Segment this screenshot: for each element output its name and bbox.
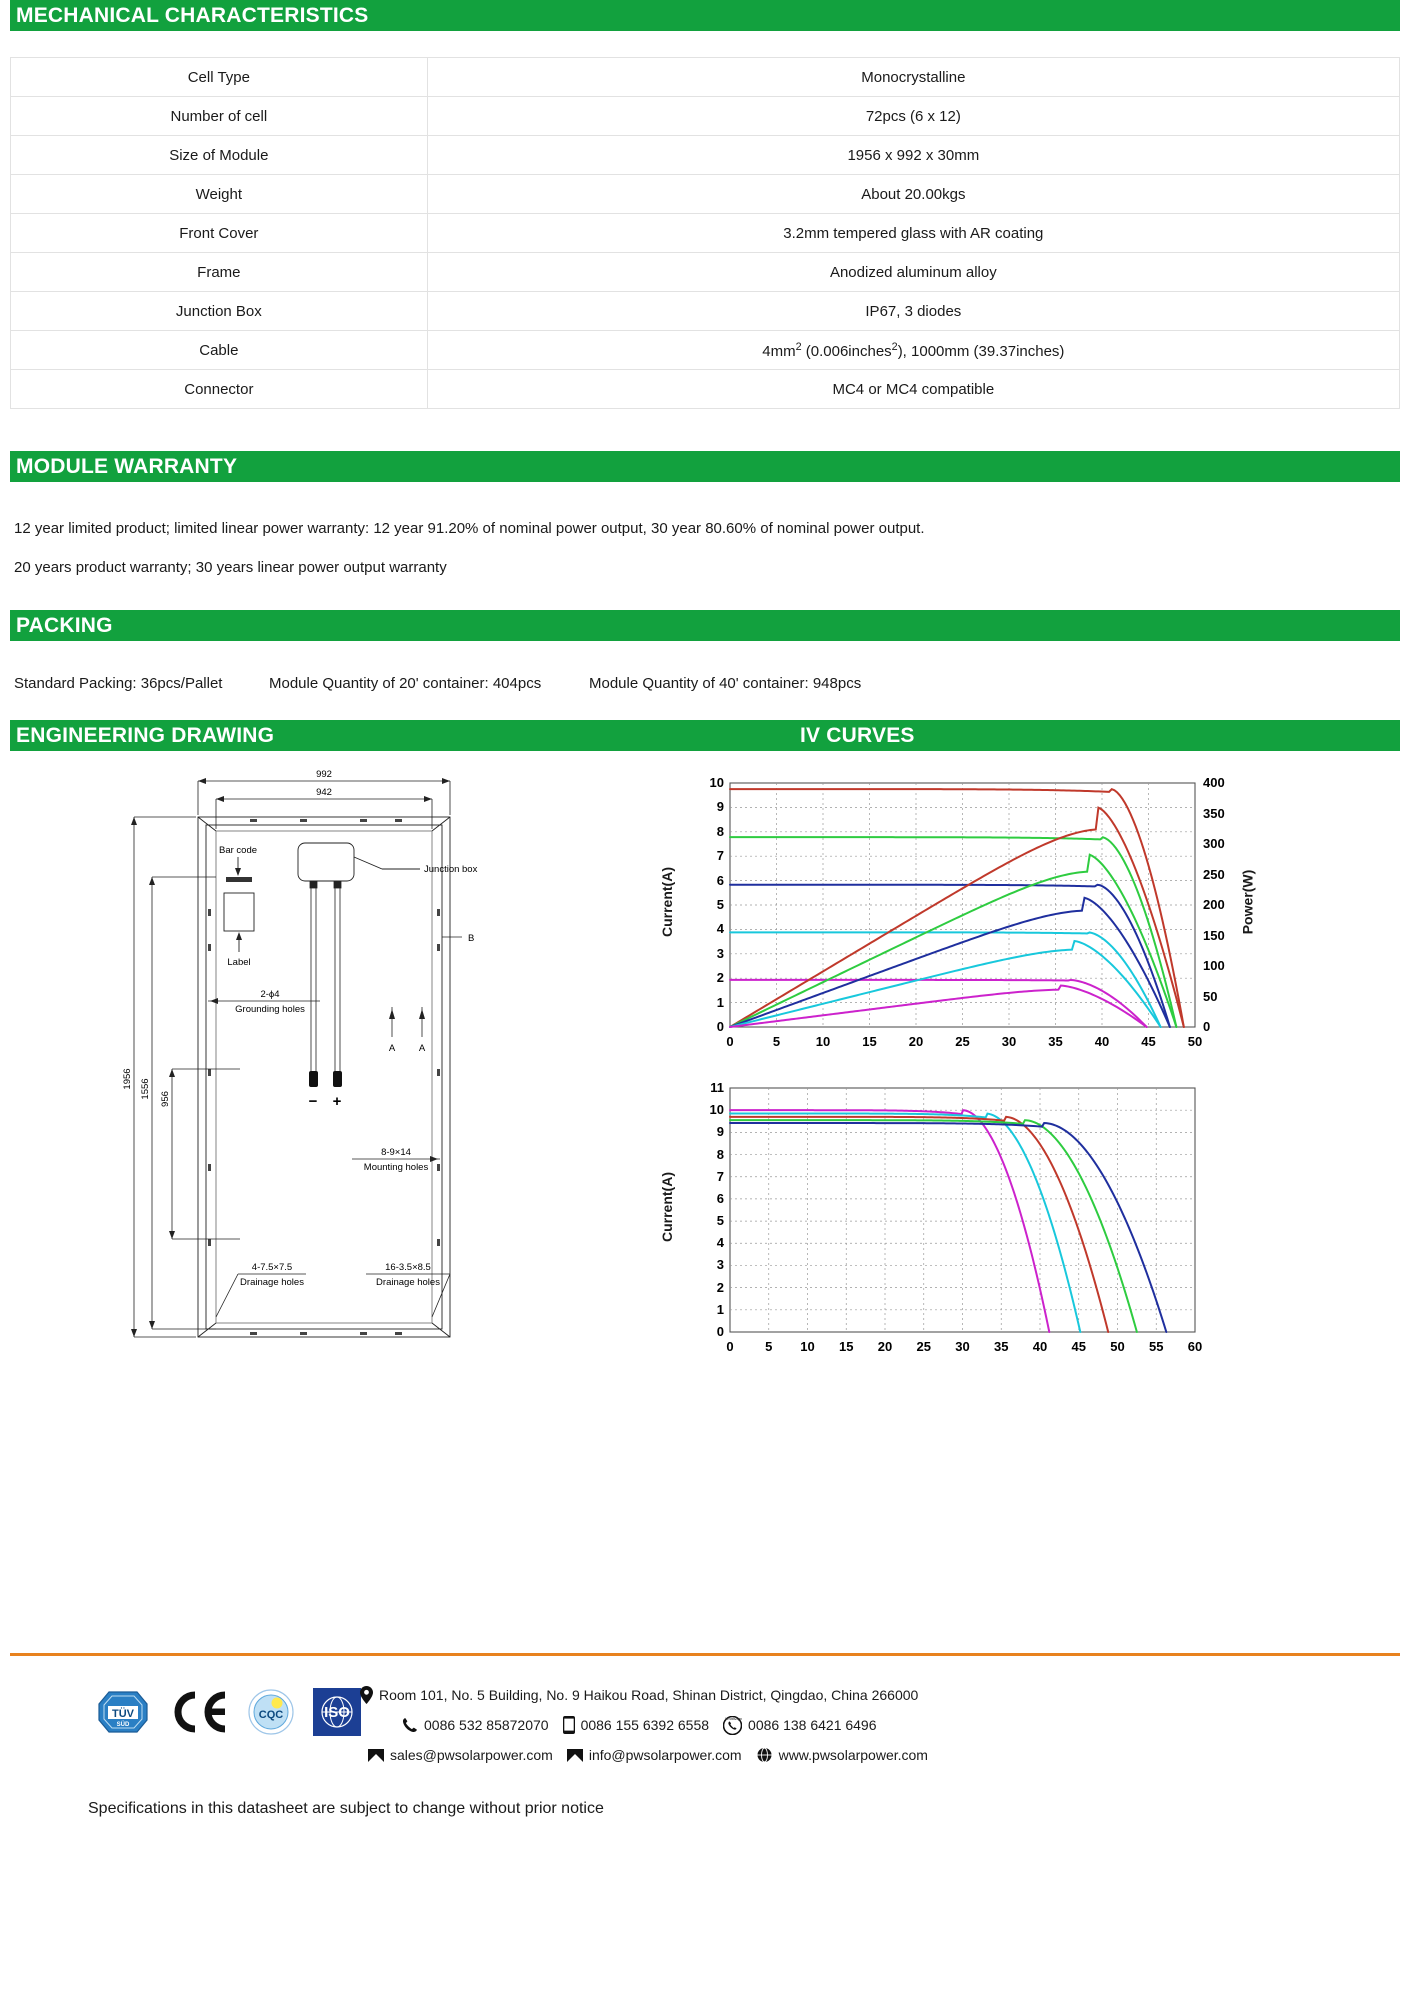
- email1-text: sales@pwsolarpower.com: [390, 1747, 553, 1763]
- mechanical-row-value: MC4 or MC4 compatible: [427, 370, 1399, 409]
- chart1-ytick: 5: [716, 897, 724, 912]
- table-row: [11, 97, 1400, 136]
- whatsapp-icon: [723, 1716, 742, 1735]
- dim-width-outer: 992: [316, 769, 332, 780]
- chart1-y2tick: 50: [1203, 988, 1218, 1004]
- whatsapp-item: [723, 1710, 876, 1740]
- mechanical-row-value: $4mm^2$ (0.006inches$^2$), 1000mm (39.37inches): [427, 331, 1399, 370]
- chart2-xtick: 20: [877, 1339, 893, 1354]
- chart1-ytick: 6: [716, 872, 724, 888]
- mechanical-row-value: About 20.00kgs: [427, 175, 1399, 214]
- label-mounting-holes: Mounting holes: [363, 1162, 429, 1173]
- label-mounting-spec: 8-9×14: [381, 1147, 411, 1158]
- chart1-xtick: 25: [955, 1034, 970, 1049]
- label-label: Label: [227, 957, 251, 968]
- label-junction-box: Junction box: [424, 864, 478, 875]
- iv-curves-charts: [659, 769, 1270, 1359]
- chart1-y2tick: 0: [1203, 1019, 1211, 1034]
- globe-icon: [756, 1747, 773, 1763]
- section-marker-a1: A: [388, 1043, 396, 1054]
- mechanical-row-key: Cable: [11, 331, 428, 370]
- email-icon: [368, 1749, 384, 1762]
- chart1-xtick: 30: [1001, 1034, 1017, 1049]
- chart1-y2tick: 300: [1203, 836, 1225, 851]
- website-text: www.pwsolarpower.com: [778, 1747, 928, 1763]
- chart1-ytick: 2: [716, 970, 724, 986]
- chart1-xtick: 45: [1141, 1034, 1156, 1049]
- warranty-line-1: 12 year limited product; limited linear power warranty: 12 year 91.20% of nominal power output, 30 year 80.60% of nominal power output.: [14, 520, 925, 537]
- table-row: [11, 58, 1400, 97]
- mechanical-row-value: Monocrystalline: [427, 58, 1399, 97]
- chart1-y2tick: 350: [1203, 805, 1225, 821]
- engineering-drawing-svg: [120, 769, 570, 1359]
- packing-container-40: Module Quantity of 40' container: 948pcs: [589, 675, 862, 692]
- chart1-xtick: 10: [815, 1034, 831, 1049]
- chart2-xtick: 25: [916, 1339, 931, 1354]
- chart1-ytick: 10: [709, 775, 724, 790]
- section-header-warranty: [10, 451, 1400, 482]
- mechanical-row-value: IP67, 3 diodes: [427, 292, 1399, 331]
- phone-item: [402, 1710, 549, 1740]
- location-pin-icon: [360, 1686, 373, 1704]
- chart2-ytick: 3: [716, 1257, 724, 1273]
- section-header-engineering-label: ENGINEERING DRAWING: [16, 724, 275, 747]
- mobile-item: [563, 1710, 709, 1740]
- label-drainage2: Drainage holes: [376, 1277, 440, 1288]
- address-item: [360, 1680, 918, 1710]
- mechanical-row-value: 72pcs (6 x 12): [427, 97, 1399, 136]
- svg-text:CQC: CQC: [258, 1709, 284, 1721]
- ce-mark-logo: [169, 1689, 229, 1740]
- mechanical-row-value: Anodized aluminum alloy: [427, 253, 1399, 292]
- disclaimer-text: Specifications in this datasheet are subject to change without prior notice: [88, 1800, 604, 1817]
- chart-iv-irradiance: [659, 769, 1270, 1064]
- chart2-ytick: 8: [716, 1146, 724, 1162]
- mobile-phone-icon: [563, 1716, 575, 1734]
- dim-height-inner: 956: [160, 1091, 171, 1107]
- mechanical-row-key: Connector: [11, 370, 428, 409]
- table-row: [11, 370, 1400, 409]
- chart2-xtick: 35: [994, 1339, 1009, 1354]
- chart2-ytick: 9: [716, 1124, 724, 1140]
- packing-container-20: Module Quantity of 20' container: 404pcs: [269, 675, 542, 692]
- table-row: [11, 214, 1400, 253]
- chart1-xtick: 15: [862, 1034, 877, 1049]
- chart-iv-temperature: [659, 1074, 1270, 1369]
- contact-address-line: [360, 1680, 942, 1710]
- chart1-y-axis-title: Current(A): [659, 867, 675, 937]
- mechanical-row-key: Weight: [11, 175, 428, 214]
- mechanical-row-key: Size of Module: [11, 136, 428, 175]
- phone-text: 0086 532 85872070: [424, 1717, 549, 1733]
- mechanical-row-key: Number of cell: [11, 97, 428, 136]
- chart2-xtick: 45: [1071, 1339, 1086, 1354]
- chart2-ytick: 0: [716, 1324, 724, 1339]
- label-barcode: Bar code: [218, 845, 258, 856]
- chart1-xtick: 20: [908, 1034, 924, 1049]
- drawing-and-charts-area: [10, 759, 1400, 1369]
- footer: [0, 1680, 1410, 1860]
- chart2-xtick: 40: [1032, 1339, 1048, 1354]
- chart2-xtick: 50: [1110, 1339, 1125, 1354]
- chart1-ytick: 7: [716, 848, 724, 864]
- chart1-y2tick: 250: [1203, 866, 1225, 882]
- chart1-ytick: 3: [716, 945, 724, 961]
- chart2-xtick: 60: [1187, 1339, 1203, 1354]
- whatsapp-text: 0086 138 6421 6496: [748, 1717, 877, 1733]
- svg-text:SÜD: SÜD: [116, 1722, 130, 1728]
- chart2-xtick: 15: [839, 1339, 854, 1354]
- chart2-ytick: 11: [710, 1080, 724, 1095]
- table-row: [11, 292, 1400, 331]
- chart2-ytick: 5: [716, 1213, 724, 1229]
- chart1-ytick: 4: [716, 921, 724, 937]
- table-row: [11, 253, 1400, 292]
- warranty-section: [10, 451, 1400, 576]
- table-row: [11, 175, 1400, 214]
- chart2-ytick: 4: [716, 1235, 724, 1251]
- chart2-xtick: 55: [1149, 1339, 1164, 1354]
- chart1-plot: [670, 769, 1270, 1064]
- section-header-drawing-curves: [10, 720, 1400, 751]
- chart1-y2tick: 100: [1203, 958, 1225, 973]
- label-drainage1-spec: 4-7.5×7.5: [251, 1262, 293, 1273]
- label-drainage1: Drainage holes: [240, 1277, 304, 1288]
- section-marker-b: B: [468, 933, 475, 944]
- chart1-xtick: 5: [772, 1034, 781, 1049]
- dim-height-outer: 1956: [122, 1068, 133, 1090]
- barcode-shape: [226, 877, 252, 882]
- chart1-ytick: 8: [716, 823, 724, 839]
- chart1-y2tick: 150: [1203, 927, 1225, 943]
- mechanical-row-key: Cell Type: [11, 58, 428, 97]
- chart1-ytick: 1: [716, 994, 724, 1010]
- warranty-text-block: [10, 520, 1400, 576]
- footer-divider: [10, 1653, 1400, 1656]
- chart1-y2tick: 200: [1203, 897, 1225, 912]
- chart1-xtick: 35: [1048, 1034, 1063, 1049]
- table-row: [11, 136, 1400, 175]
- tuv-sud-logo: [95, 1688, 151, 1741]
- chart2-xtick: 5: [765, 1339, 773, 1354]
- label-drainage2-spec: 16-3.5×8.5: [385, 1262, 431, 1273]
- mechanical-row-key: Junction Box: [11, 292, 428, 331]
- contact-phone-line: [360, 1710, 942, 1740]
- chart2-ytick: 2: [716, 1279, 724, 1295]
- chart1-y2-axis-title: Power(W): [1239, 869, 1256, 935]
- email1-item: [368, 1740, 553, 1770]
- mechanical-row-value: 1956 x 992 x 30mm: [427, 136, 1399, 175]
- chart2-xtick: 0: [726, 1339, 734, 1354]
- mechanical-row-key: Front Cover: [11, 214, 428, 253]
- warranty-line-2: 20 years product warranty; 30 years linear power output warranty: [14, 559, 447, 576]
- chart1-y2tick: 400: [1203, 775, 1225, 790]
- section-header-mechanical-label: MECHANICAL CHARACTERISTICS: [16, 4, 369, 27]
- engineering-drawing: [120, 769, 570, 1359]
- iso-logo: [313, 1688, 361, 1741]
- drawing-curves-section: [10, 720, 1400, 1369]
- chart2-ytick: 6: [716, 1190, 724, 1206]
- phone-icon: [402, 1717, 418, 1733]
- label-box-shape: [224, 893, 254, 931]
- contact-info: [360, 1680, 942, 1770]
- contact-email-line: [360, 1740, 942, 1770]
- dim-height-mid: 1556: [140, 1078, 151, 1100]
- table-row: [11, 331, 1400, 370]
- packing-section: [10, 610, 1400, 692]
- mechanical-row-value: 3.2mm tempered glass with AR coating: [427, 214, 1399, 253]
- junction-box-shape: [298, 843, 354, 881]
- whatsapp-label: WhatsApp: [725, 1715, 742, 1721]
- section-header-mechanical: [10, 0, 1400, 31]
- chart2-ytick: 1: [716, 1301, 724, 1317]
- chart1-xtick: 40: [1094, 1034, 1110, 1049]
- svg-text:ISO: ISO: [324, 1704, 350, 1721]
- chart1-xtick: 50: [1187, 1034, 1203, 1049]
- email2-item: [567, 1740, 742, 1770]
- certification-logos: [95, 1688, 361, 1741]
- label-grounding-spec: 2-ϕ4: [260, 989, 280, 1000]
- polarity-positive: +: [332, 1093, 342, 1110]
- chart2-xtick: 10: [800, 1339, 815, 1354]
- address-text: Room 101, No. 5 Building, No. 9 Haikou Road, Shinan District, Qingdao, China 266000: [379, 1687, 919, 1703]
- mechanical-characteristics-table: [10, 57, 1400, 409]
- packing-details: [10, 675, 1400, 692]
- chart2-ytick: 10: [709, 1102, 724, 1118]
- polarity-negative: −: [308, 1093, 318, 1110]
- section-header-warranty-label: MODULE WARRANTY: [16, 455, 238, 478]
- label-grounding-holes: Grounding holes: [235, 1004, 305, 1015]
- chart1-ytick: 0: [716, 1019, 724, 1034]
- mechanical-row-key: Frame: [11, 253, 428, 292]
- mechanical-table-wrapper: [10, 57, 1400, 409]
- mobile-text: 0086 155 6392 6558: [580, 1717, 710, 1733]
- chart2-y-axis-title: Current(A): [659, 1172, 675, 1242]
- cqc-logo: [247, 1688, 295, 1741]
- chart2-xtick: 30: [955, 1339, 970, 1354]
- website-item: [756, 1740, 928, 1770]
- section-header-packing-label: PACKING: [16, 614, 113, 637]
- section-header-packing: [10, 610, 1400, 641]
- chart1-xtick: 0: [726, 1034, 734, 1049]
- chart1-ytick: 9: [716, 799, 724, 815]
- chart2-plot: [670, 1074, 1270, 1369]
- email-icon-2: [567, 1749, 583, 1762]
- packing-standard: Standard Packing: 36pcs/Pallet: [14, 675, 223, 692]
- chart2-ytick: 7: [716, 1168, 724, 1184]
- email2-text: info@pwsolarpower.com: [588, 1747, 742, 1763]
- svg-text:TÜV: TÜV: [112, 1708, 134, 1720]
- section-marker-a2: A: [418, 1043, 426, 1054]
- dim-width-inner: 942: [316, 787, 332, 798]
- section-header-iv-curves-label: IV CURVES: [800, 724, 915, 747]
